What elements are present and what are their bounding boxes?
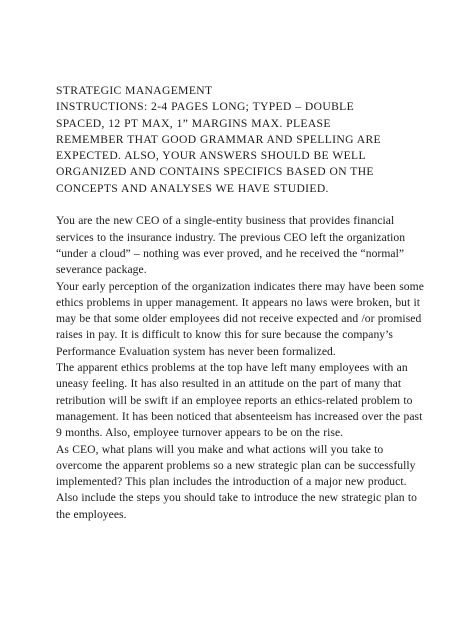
instructions-line: SPACED, 12 PT MAX, 1” MARGINS MAX. PLEASE bbox=[56, 116, 331, 130]
spacer bbox=[56, 197, 426, 213]
document-body bbox=[56, 83, 426, 523]
instructions-line: INSTRUCTIONS: 2-4 PAGES LONG; TYPED – DOUBLE bbox=[56, 100, 355, 114]
paragraph-employee-impact: The apparent ethics problems at the top have left many employees with an uneasy feeling. It has also resulted in an attitude on the part of many that retribution will be swift if an employee reports an ethics-related problem to management. It has been noticed that absenteeism has increased over the past 9 months. Also, employee turnover appears to be on the rise. bbox=[56, 361, 423, 440]
document-title: STRATEGIC MANAGEMENT bbox=[56, 84, 213, 97]
instructions-line: REMEMBER THAT GOOD GRAMMAR AND SPELLING ARE bbox=[56, 132, 381, 146]
scenario-text bbox=[56, 213, 426, 523]
paragraph-intro: You are the new CEO of a single-entity business that provides financial services to the insurance industry. The previous CEO left the organization “under a cloud” – nothing was ever proved, and he received the “normal” severance package. bbox=[56, 214, 406, 277]
paragraph-question: As CEO, what plans will you make and what actions will you take to overcome the apparent problems so a new strategic plan can be successfully implemented? This plan includes the introduction of a major new product. Also include the steps you should take to introduce the new strategic plan to the employees. bbox=[56, 442, 417, 521]
instructions-line: EXPECTED. ALSO, YOUR ANSWERS SHOULD BE WELL bbox=[56, 149, 366, 163]
paragraph-ethics-perception: Your early perception of the organization indicates there may have been some ethics problems in upper management. It appears no laws were broken, but it may be that some older employees did not receive expected and /or promised raises in pay. It is difficult to know this for sure because the company’s Performance Evaluation system has never been formalized. bbox=[56, 279, 424, 358]
instructions-header bbox=[56, 83, 426, 197]
instructions-line: CONCEPTS AND ANALYSES WE HAVE STUDIED. bbox=[56, 181, 329, 195]
instructions-line: ORGANIZED AND CONTAINS SPECIFICS BASED ON THE bbox=[56, 165, 374, 179]
